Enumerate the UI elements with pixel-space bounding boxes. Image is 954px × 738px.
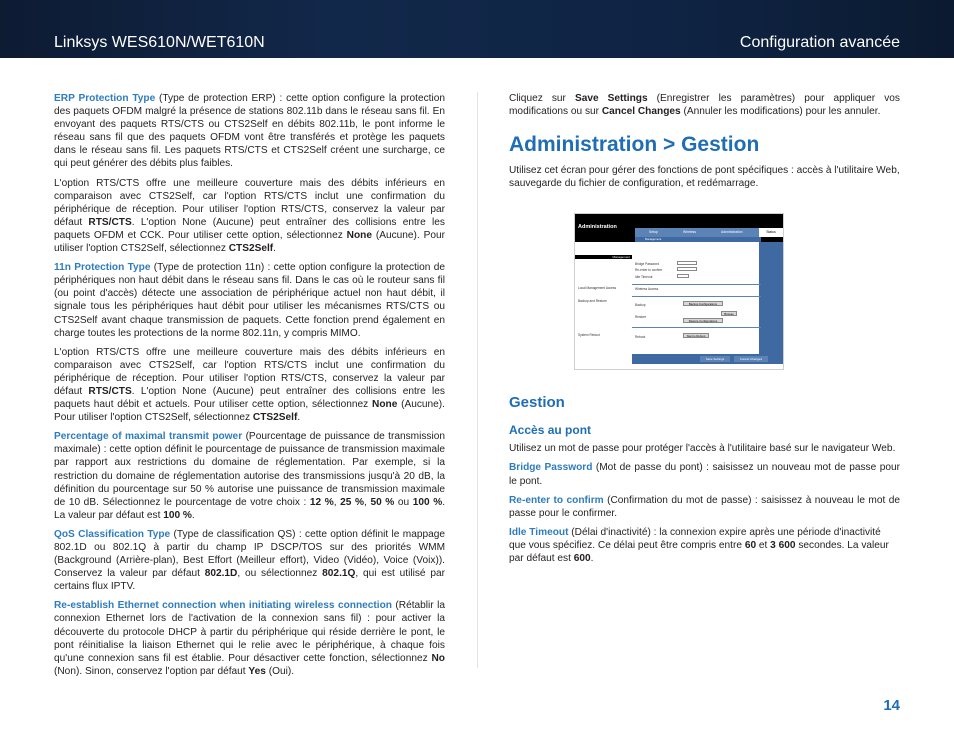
row-reboot: Reboot bbox=[635, 335, 646, 340]
text: , qui est utilisé par certains flux IPTV. bbox=[54, 568, 445, 593]
text: (Pourcentage de puissance de transmission maximale) : cette option définit le pourcentage de puissance de transmission maximale par rapport aux restrictions du domaine de réglementation. Par exemple, si la restriction du domaine de réglementation autorise des transmissions jusqu'à 20 dB, la définition du pourcentage sur 50 % autorise une puissance de transmission maximale de 10 dB. Sélectionnez le pourcentage de votre choix : bbox=[54, 431, 445, 508]
tab-administration: Administration bbox=[721, 230, 743, 235]
n11-text: (Type de protection 11n) : cette option configure la protection de périphériques non haut débit dans le réseau sans fil. Dans le cas où le routeur sans fil (ou point d'accès) détecte une association de périphérique actuel non haut débit, il signale tous les périphériques haut débit pour utiliser les mécanismes RTS/CTS ou CTS2Self avant chaque transmission de paquets. Cette fonction prend également en charge toutes les protections de la norme 802.11n, y compris MIMO. bbox=[54, 262, 445, 339]
text: . bbox=[273, 243, 276, 255]
text: ou bbox=[394, 496, 413, 508]
tab-wireless: Wireless bbox=[683, 230, 696, 235]
qos-paragraph bbox=[54, 528, 445, 593]
n11-term: 11n Protection Type bbox=[54, 262, 151, 274]
text: (Type de classification QS) : cette option définit le mappage 802.1D ou 802.1Q à partir du champ IP DSCP/TOS sur des priorités WMM (Background (Arrière-plan), Best Effort (Meilleur effort), Video (Vidéo), Voice (Voix)). Conservez la valeur par défaut bbox=[54, 528, 445, 580]
value-yes: Yes bbox=[248, 665, 266, 677]
value-8021q: 802.1Q bbox=[322, 568, 356, 580]
text: (Annuler les modifications) pour les annuler. bbox=[680, 106, 881, 118]
intro-paragraph bbox=[509, 92, 900, 118]
value-cts2self: CTS2Self bbox=[252, 412, 298, 424]
value-50: 50 % bbox=[370, 496, 395, 508]
text: . bbox=[297, 412, 301, 424]
qos-term: QoS Classification Type bbox=[54, 528, 171, 540]
power-term: Percentage of maximal transmit power bbox=[54, 431, 243, 443]
text: (Aucune). Pour utiliser l'option CTS2Self, sélectionnez bbox=[54, 229, 445, 255]
text: . La valeur par défaut est bbox=[54, 496, 446, 521]
value-100: 100 % bbox=[412, 496, 443, 508]
text: , ou sélectionnez bbox=[237, 568, 323, 580]
acces-description: Utilisez un mot de passe pour protéger l'accès à l'utilitaire basé sur le navigateur Web. bbox=[509, 443, 896, 455]
value-none: None bbox=[346, 229, 372, 241]
reenter-term: Re-enter to confirm bbox=[509, 494, 604, 506]
restore-button: Restore Configurations bbox=[683, 318, 723, 323]
save-settings-label: Save Settings bbox=[574, 93, 648, 104]
text: (Oui). bbox=[265, 665, 295, 677]
browse-button: Browse bbox=[721, 311, 737, 316]
row-backup: Backup bbox=[635, 303, 646, 308]
right-column bbox=[509, 92, 900, 571]
section-description: Utilisez cet écran pour gérer des fonctions de pont spécifiques : accès à l'utilitaire Web, sauvegarde du fichier de configuration, et redémarrage. bbox=[509, 165, 900, 190]
screenshot-bottombar bbox=[632, 354, 784, 364]
text: (Non). Sinon, conservez l'option par défaut bbox=[54, 665, 249, 677]
text: . L'option None (Aucune) peut entraîner des collisions entre les paquets haut débit et actuels. Pour utiliser cette option, sélectionnez bbox=[54, 385, 445, 411]
text: , bbox=[364, 496, 371, 508]
text: et bbox=[756, 539, 771, 551]
value-none: None bbox=[372, 399, 398, 411]
value-600: 600 bbox=[573, 553, 591, 565]
idle-timeout-term: Idle Timeout bbox=[509, 526, 569, 538]
idle-timeout-field bbox=[677, 274, 689, 278]
reboot-button: Start to Reboot bbox=[683, 333, 709, 338]
left-label-local-mgmt: Local Management Access bbox=[578, 286, 617, 291]
text: (Délai d'inactivité) : la connexion expire après une période d'inactivité que vous spécifiez. Ce délai peut être compris entre bbox=[509, 526, 881, 551]
value-no: No bbox=[431, 652, 445, 664]
screenshot-divider bbox=[632, 284, 761, 285]
text: (Confirmation du mot de passe) : saisissez à nouveau le mot de passe pour le confirmer. bbox=[509, 494, 900, 519]
bridge-password-paragraph bbox=[509, 461, 900, 487]
save-settings-button: Save Settings bbox=[700, 356, 730, 362]
text: . L'option None (Aucune) peut entraîner des collisions entre les paquets OFDM et CCK. Pour utiliser cette option, sélectionnez bbox=[54, 216, 445, 241]
row-reenter: Re-enter to confirm bbox=[635, 268, 663, 273]
column-divider bbox=[477, 92, 478, 668]
gestion-heading: Gestion bbox=[509, 394, 565, 412]
text: (Rétablir la connexion Ethernet lors de l'activation de la connexion sans fil) : pour activer la découverte du protocole DHCP à partir du périphérique qui réside derrière le pont, le pont réinitialise la liaison Ethernet qui le relie avec le périphérique, à chaque fois qu'une connexion sans fil est établie. Pour désactiver cette fonction, sélectionnez bbox=[54, 600, 445, 664]
value-12: 12 % bbox=[309, 496, 334, 508]
reenter-paragraph bbox=[509, 494, 900, 520]
text: L'option RTS/CTS offre une meilleure couverture mais des débits inférieurs en comparaison avec CTS2Self, car l'option RTS/CTS inclut une confirmation du périphérique de réception. Pour utiliser l'option RTS/CTS, conservez la valeur par défaut bbox=[54, 346, 445, 397]
screenshot-divider bbox=[632, 296, 761, 297]
text: (Mot de passe du pont) : saisissez un nouveau mot de passe pour le pont. bbox=[509, 462, 900, 487]
page-number: 14 bbox=[883, 697, 900, 714]
value-25: 25 % bbox=[340, 496, 365, 508]
reestablish-term: Re-establish Ethernet connection when initiating wireless connection bbox=[54, 600, 392, 612]
backup-button: Backup Configurations bbox=[683, 301, 723, 306]
erp-paragraph bbox=[54, 92, 445, 171]
idle-timeout-paragraph bbox=[509, 526, 900, 565]
bridge-password-field bbox=[677, 261, 697, 265]
n11-options-paragraph bbox=[54, 346, 445, 425]
value-default: 100 % bbox=[163, 509, 192, 521]
row-restore: Restore bbox=[635, 315, 647, 320]
value-60: 60 bbox=[744, 539, 757, 551]
value-rtscts: RTS/CTS bbox=[88, 385, 132, 397]
tab-status: Status bbox=[759, 228, 783, 237]
product-name: Linksys WES610N/WET610N bbox=[54, 34, 265, 51]
screenshot-sidebar bbox=[759, 242, 783, 354]
row-wireless-access: Wireless Access bbox=[635, 287, 659, 292]
row-idle-timeout: Idle Timeout bbox=[635, 275, 653, 280]
erp-options-paragraph bbox=[54, 177, 445, 256]
screenshot-subtabs bbox=[635, 237, 761, 242]
value-rtscts: RTS/CTS bbox=[88, 216, 132, 228]
screenshot-heading: Administration bbox=[578, 224, 617, 231]
left-label-reboot: System Reboot bbox=[578, 333, 600, 338]
screenshot-figure bbox=[509, 196, 900, 368]
n11-paragraph bbox=[54, 261, 445, 340]
left-label-backup-restore: Backup and Restore bbox=[578, 299, 607, 304]
text: (Aucune). Pour utiliser l'option CTS2Self, sélectionnez bbox=[54, 399, 445, 424]
text: . bbox=[590, 553, 594, 565]
reenter-field bbox=[677, 267, 697, 271]
erp-term: ERP Protection Type bbox=[54, 93, 156, 104]
text: L'option RTS/CTS offre une meilleure couverture mais des débits inférieurs en comparaison avec CTS2Self, car l'option RTS/CTS inclut une confirmation du périphérique de réception. Pour utiliser l'option RTS/CTS, conservez la valeur par défaut bbox=[54, 177, 445, 228]
cancel-changes-button: Cancel Changes bbox=[734, 356, 768, 362]
text: secondes. La valeur par défaut est bbox=[509, 539, 889, 565]
text: . bbox=[191, 509, 195, 521]
left-column bbox=[54, 92, 445, 684]
screenshot-section-label: Management bbox=[575, 255, 632, 259]
page-header bbox=[0, 0, 954, 58]
section-title: Administration > Gestion bbox=[509, 133, 760, 157]
reestablish-paragraph bbox=[54, 599, 445, 678]
section-name: Configuration avancée bbox=[739, 34, 900, 51]
value-3600: 3 600 bbox=[770, 539, 796, 551]
bridge-password-term: Bridge Password bbox=[509, 462, 593, 474]
admin-screenshot bbox=[574, 213, 784, 370]
acces-heading: Accès au pont bbox=[509, 423, 592, 438]
value-cts2self: CTS2Self bbox=[228, 243, 274, 255]
cancel-changes-label: Cancel Changes bbox=[601, 106, 681, 118]
screenshot-divider bbox=[632, 327, 761, 328]
power-paragraph bbox=[54, 430, 445, 522]
erp-text: (Type de protection ERP) : cette option configure la protection des paquets OFDM malgré la présence de stations 802.11b dans le réseau sans fil. En envoyant des paquets RTS/CTS ou CTS2Self en débits 802.11b, le pont informe le réseau sans fil que des paquets OFDM vont être transférés et protège les paquets dans le réseau sans fil. Les paquets RTS/CTS et CTS2Self créent une surcharge, ce qui peut générer des débits plus faibles. bbox=[54, 93, 445, 170]
tab-setup: Setup bbox=[649, 230, 658, 235]
subtab-management: Management bbox=[645, 237, 662, 242]
value-8021d: 802.1D bbox=[204, 568, 238, 580]
row-bridge-password: Bridge Password bbox=[635, 262, 660, 267]
text: , bbox=[333, 496, 341, 508]
text: (Enregistrer les paramètres) pour appliquer vos modifications ou sur bbox=[509, 93, 900, 118]
text: Cliquez sur bbox=[509, 93, 575, 104]
